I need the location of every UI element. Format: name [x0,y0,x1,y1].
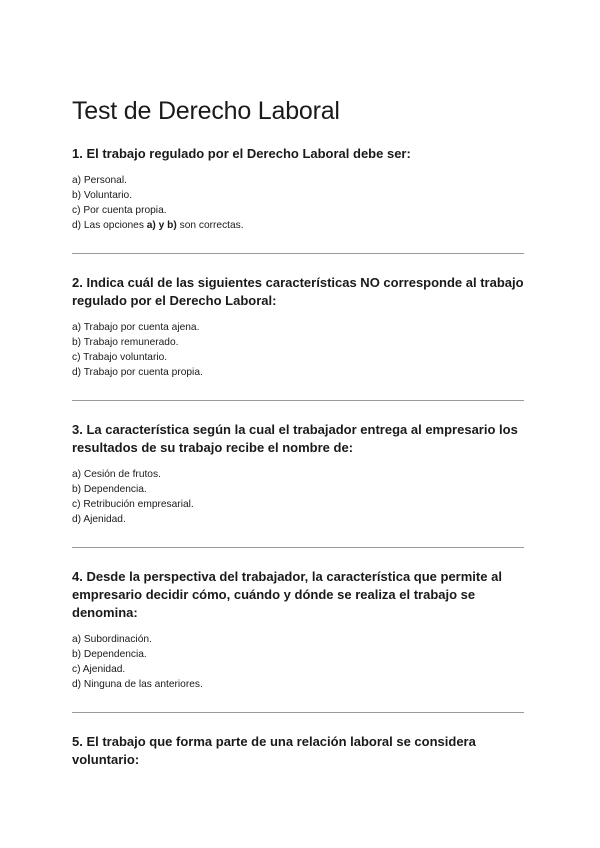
question-text: 5. El trabajo que forma parte de una relación laboral se considera voluntario: [72,734,476,767]
divider [72,400,524,401]
option-item: d) Trabajo por cuenta propia. [72,367,203,378]
question-5 [72,733,524,769]
option-item: b) Voluntario. [72,190,133,201]
divider [72,253,524,254]
options-list [72,320,524,380]
option-item: d) Ajenidad. [72,514,126,525]
option-item: a) Subordinación. [72,634,152,645]
option-item [72,218,524,233]
question-text: 1. El trabajo regulado por el Derecho Laboral debe ser: [72,146,411,161]
question-1 [72,145,524,233]
option-item: c) Ajenidad. [72,664,126,675]
option-item: a) Trabajo por cuenta ajena. [72,322,200,333]
option-item: b) Dependencia. [72,484,147,495]
question-text: 4. Desde la perspectiva del trabajador, la característica que permite al empresario decidir cómo, cuándo y dónde se realiza el trabajo se denomina: [72,569,502,620]
option-item: a) Personal. [72,175,127,186]
option-item: b) Dependencia. [72,649,147,660]
option-d-suffix: son correctas. [176,220,244,231]
document-page [72,96,524,779]
options-list [72,632,524,692]
option-item: b) Trabajo remunerado. [72,337,179,348]
option-item: c) Por cuenta propia. [72,205,167,216]
option-item: d) Ninguna de las anteriores. [72,679,203,690]
question-text: 3. La característica según la cual el trabajador entrega al empresario los resultados de su trabajo recibe el nombre de: [72,422,518,455]
options-list [72,173,524,233]
divider [72,712,524,713]
option-item: a) Cesión de frutos. [72,469,161,480]
option-item: c) Trabajo voluntario. [72,352,168,363]
question-4 [72,568,524,692]
option-d-prefix: d) Las opciones [72,220,147,231]
options-list [72,467,524,527]
divider [72,547,524,548]
question-3 [72,421,524,527]
question-text: 2. Indica cuál de las siguientes características NO corresponde al trabajo regulado por el Derecho Laboral: [72,275,524,308]
question-2 [72,274,524,380]
document-title: Test de Derecho Laboral [72,97,340,125]
option-d-bold: a) y b) [146,220,177,231]
option-item: c) Retribución empresarial. [72,499,194,510]
